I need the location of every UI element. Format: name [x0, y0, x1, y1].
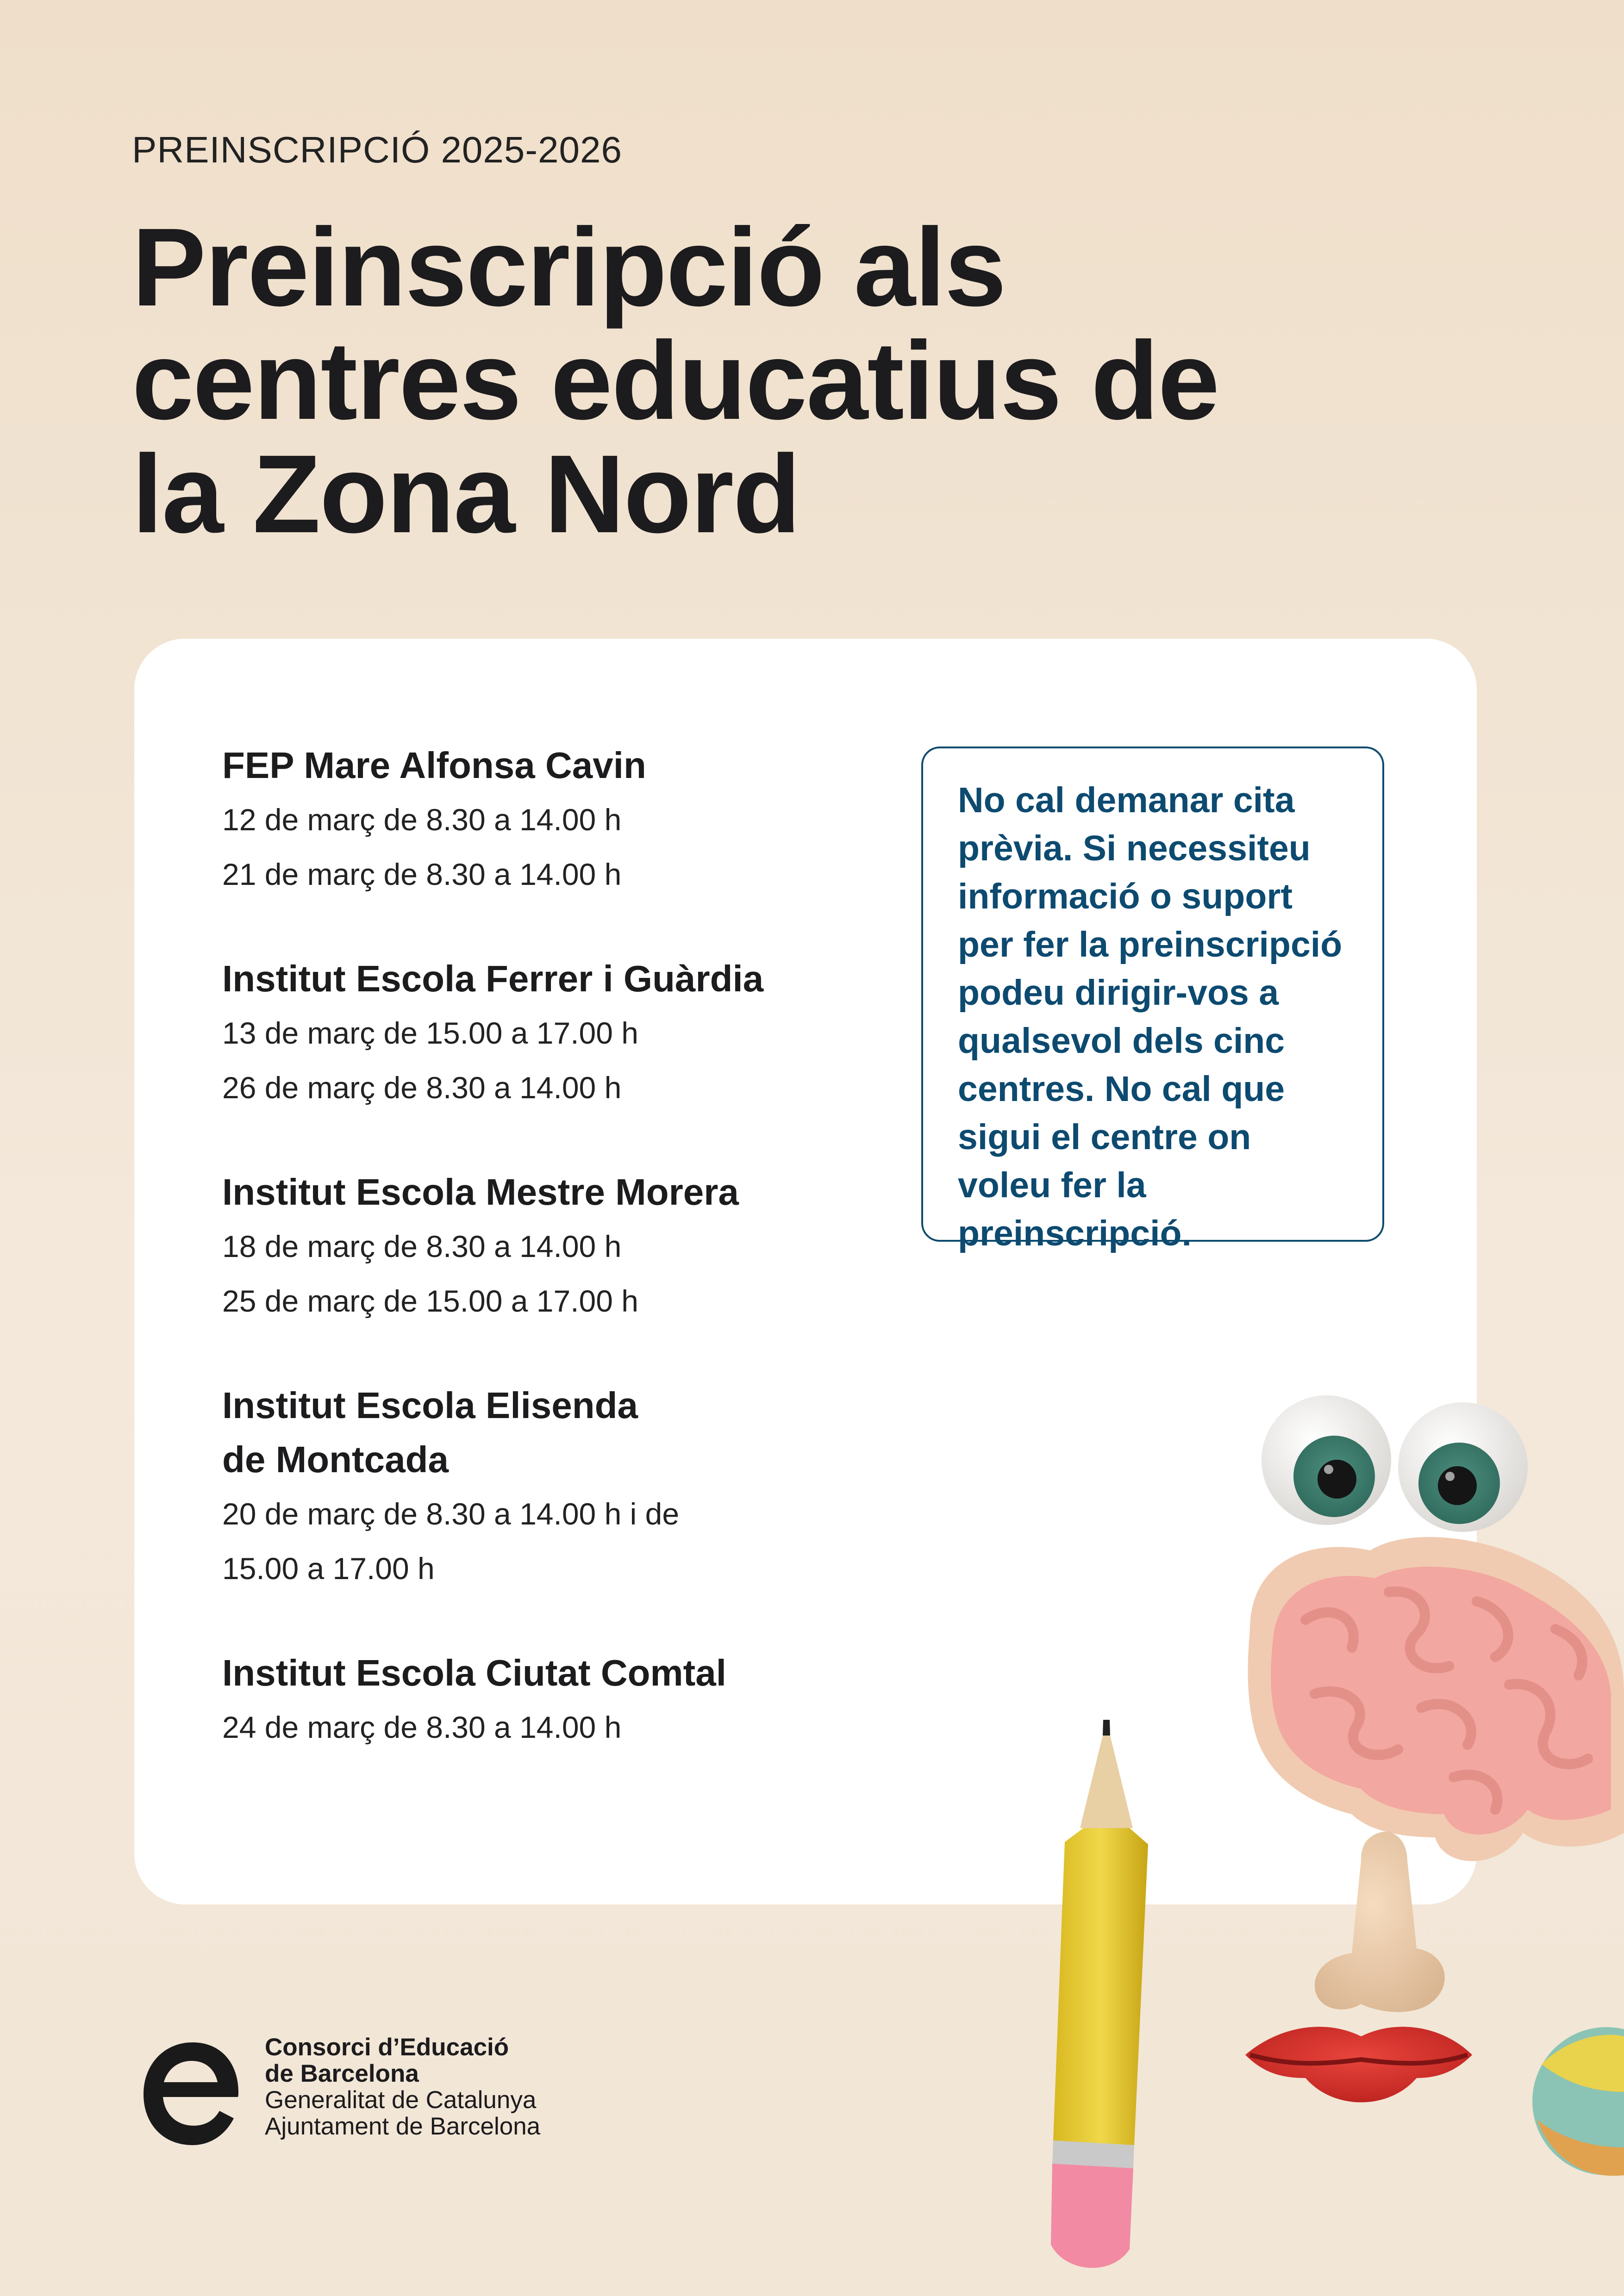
title-line: la Zona Nord — [132, 432, 800, 556]
title-line: Preinscripció als — [132, 205, 1006, 329]
center-date: 25 de març de 15.00 a 17.00 h — [222, 1284, 638, 1318]
pencil-icon — [1051, 1720, 1148, 2268]
center-name — [222, 1378, 870, 1487]
center-item — [222, 952, 870, 1115]
center-item — [222, 738, 870, 902]
kicker: PREINSCRIPCIÓ 2025-2026 — [132, 129, 623, 170]
center-name — [222, 738, 870, 792]
title-line: centres educatius de — [132, 318, 1219, 442]
nose-icon — [1315, 1832, 1445, 2012]
notice-box — [921, 747, 1384, 1253]
center-name-line: FEP Mare Alfonsa Cavin — [222, 745, 646, 786]
consorci-logo-icon — [139, 2038, 245, 2149]
logo-sub-line: Generalitat de Catalunya — [265, 2086, 537, 2114]
center-item — [222, 1165, 870, 1328]
center-date: 21 de març de 8.30 a 14.00 h — [222, 857, 622, 891]
center-item — [222, 1646, 870, 1755]
eye-right-icon — [1398, 1402, 1528, 1532]
logo-name-line: Consorci d’Educació — [265, 2034, 509, 2061]
center-name-line: Institut Escola Elisenda — [222, 1385, 638, 1426]
logo-name-line: de Barcelona — [265, 2060, 419, 2087]
ball-icon — [1532, 2027, 1624, 2176]
page-title — [132, 205, 1474, 556]
center-date: 12 de març de 8.30 a 14.00 h — [222, 803, 622, 837]
schedule-list — [222, 738, 870, 1804]
center-name-line: Institut Escola Ciutat Comtal — [222, 1652, 726, 1693]
center-date: 13 de març de 15.00 a 17.00 h — [222, 1016, 638, 1050]
center-name-line: Institut Escola Mestre Morera — [222, 1171, 739, 1213]
logo-text — [265, 2034, 540, 2140]
center-date: 24 de març de 8.30 a 14.00 h — [222, 1710, 622, 1744]
center-name — [222, 1165, 870, 1219]
center-name-line: de Montcada — [222, 1439, 449, 1480]
logo-sub-line: Ajuntament de Barcelona — [265, 2113, 541, 2140]
eye-left-icon — [1262, 1395, 1391, 1525]
notice-text: No cal demanar cita prèvia. Si necessiteu informació o suport per fer la preinscripció podeu dirigir-vos a qualsevol dels cinc centres. No cal que sigui el centre on voleu fer la preinscripció. — [958, 780, 1343, 1253]
center-date: 18 de març de 8.30 a 14.00 h — [222, 1229, 622, 1263]
lips-icon — [1245, 2027, 1472, 2102]
center-name-line: Institut Escola Ferrer i Guàrdia — [222, 958, 764, 999]
center-item — [222, 1378, 870, 1596]
brain-icon — [1248, 1537, 1624, 1861]
character-illustration — [991, 1370, 1624, 2296]
center-name — [222, 952, 870, 1006]
center-date: 20 de març de 8.30 a 14.00 h i de — [222, 1497, 680, 1531]
center-date: 26 de març de 8.30 a 14.00 h — [222, 1070, 622, 1105]
center-date: 15.00 a 17.00 h — [222, 1551, 435, 1586]
logo — [139, 2034, 602, 2154]
center-name — [222, 1646, 870, 1700]
